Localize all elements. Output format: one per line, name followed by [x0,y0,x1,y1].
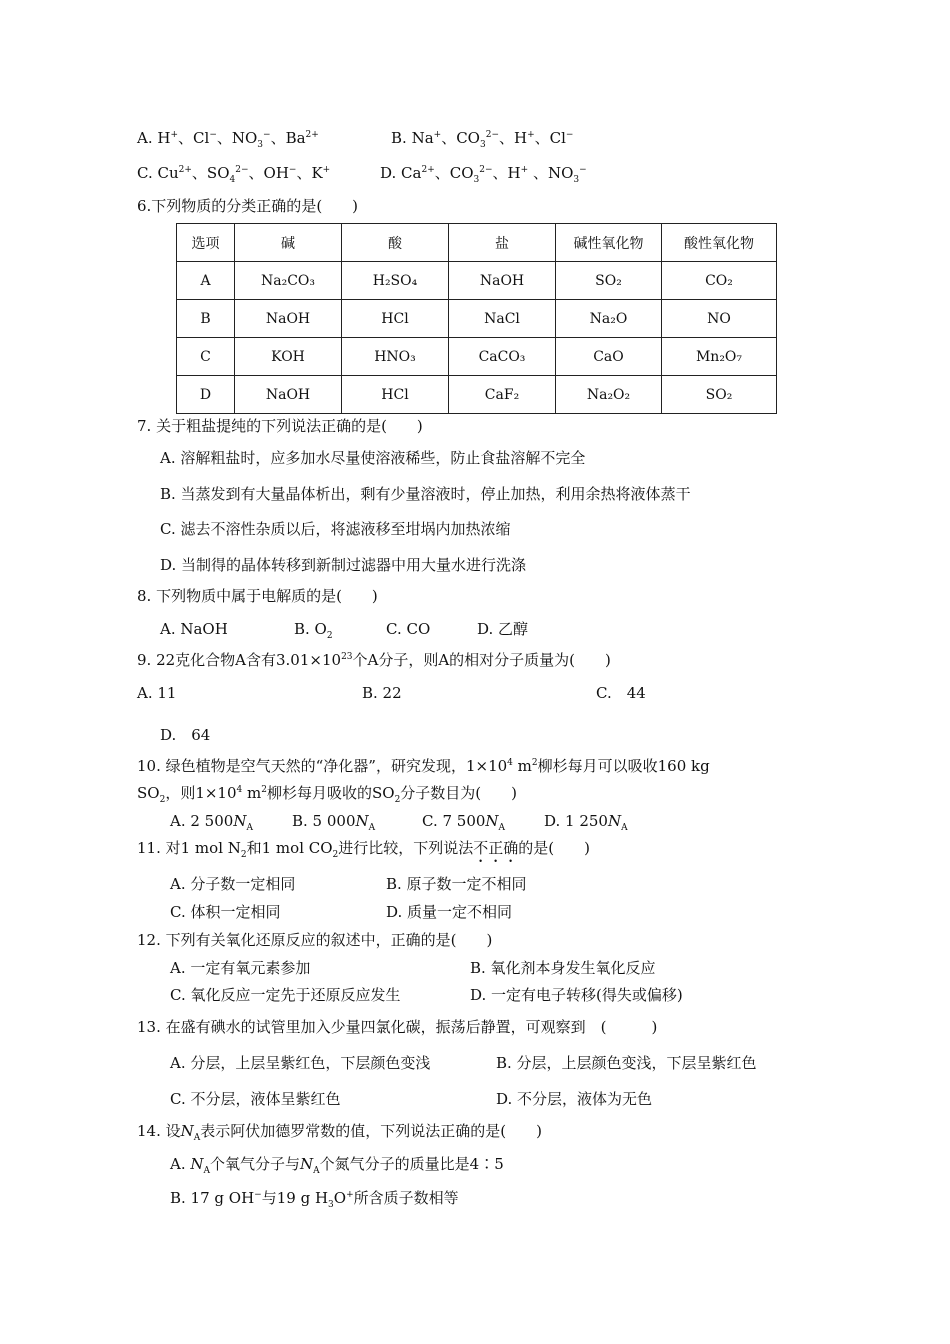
text-fragment: + [433,130,442,140]
table-cell: HCl [342,300,449,338]
q12-stem: 12. 下列有关氧化还原反应的叙述中，正确的是( ) [137,931,493,949]
text-fragment: SO [137,784,160,802]
table-cell: NaOH [235,300,342,338]
table-cell: CaO [556,338,662,376]
text-fragment: 23 [341,652,353,662]
classification-table [176,223,777,414]
table-header: 酸 [342,224,449,262]
text-fragment: B. [391,129,407,147]
text-fragment: D. [380,164,397,182]
text-fragment: 4 [229,175,236,185]
table-cell: NaOH [235,376,342,414]
table-cell: Na₂O₂ [556,376,662,414]
text-fragment: A. 2 500 [170,812,234,830]
text-fragment: 、Cl [534,129,566,147]
table-cell: CaF₂ [449,376,556,414]
q7-option-a: A. 溶解粗盐时，应多加水尽量使溶液稀些，防止食盐溶解不完全 [160,449,586,467]
table-row [177,338,777,376]
text-fragment: 14. 设 [137,1122,181,1140]
text-fragment: 、NO [216,129,258,147]
q10-option-c [422,811,505,831]
q9-option-c: C. 44 [596,684,646,702]
text-fragment: 2− [485,130,499,140]
q12-option-c: C. 氧化反应一定先于还原反应发生 [170,986,401,1004]
text-fragment: A [498,823,506,833]
text-fragment: 2+ [305,130,319,140]
text-fragment: 11. 对1 mol N [137,839,241,857]
text-fragment: 表示阿伏加德罗常数的值，下列说法正确的是( ) [200,1122,542,1140]
q9-option-d: D. 64 [160,726,211,744]
text-fragment: 、CO [441,129,480,147]
q14-option-a [170,1154,504,1174]
text-fragment: ，则1×10 [165,784,237,802]
text-fragment: A. [170,1155,186,1173]
table-cell: SO₂ [662,376,777,414]
table-cell: Na₂O [556,300,662,338]
text-fragment: C. [137,164,153,182]
text-fragment: N [607,812,622,830]
text-fragment: N [300,1155,314,1173]
table-header: 选项 [177,224,235,262]
q13-stem: 13. 在盛有碘水的试管里加入少量四氯化碳，振荡后静置，可观察到 ( ) [137,1018,658,1036]
text-fragment: 2 [261,785,267,795]
q8-option-b [294,619,333,639]
text-fragment: 、Ba [270,129,306,147]
table-cell: NaOH [449,262,556,300]
text-fragment: 2+ [421,165,435,175]
table-cell: CaCO₃ [449,338,556,376]
text-fragment: 2+ [178,165,192,175]
text-fragment: 2 [332,850,339,860]
q7-stem: 7. 关于粗盐提纯的下列说法正确的是( ) [137,417,423,435]
q10-stem-line2 [137,783,517,803]
text-fragment: 与19 g H [261,1189,329,1207]
text-fragment: O [333,1189,347,1207]
text-fragment: + [322,165,331,175]
text-fragment: B. 17 g OH [170,1189,255,1207]
table-cell: HCl [342,376,449,414]
text-fragment: N [485,812,499,830]
text-fragment: N [190,1155,204,1173]
text-fragment: 、SO [191,164,230,182]
table-cell: HNO₃ [342,338,449,376]
text-fragment: 2 [394,795,401,805]
text-fragment: Cu [157,164,179,182]
text-fragment: 2 [159,795,166,805]
q13-option-b: B. 分层，上层颜色变浅，下层呈紫红色 [496,1054,757,1072]
text-fragment: 进行比较，下列说法 [338,839,474,857]
table-header: 碱 [235,224,342,262]
q11-option-a: A. 分子数一定相同 [170,875,296,893]
table-cell: SO₂ [556,262,662,300]
q11-stem [137,838,590,866]
text-fragment: A [203,1166,211,1176]
table-row [177,300,777,338]
table-row [177,376,777,414]
q12-option-a: A. 一定有氧元素参加 [170,959,311,977]
q12-option-d: D. 一定有电子转移(得失或偏移) [470,986,683,1004]
table-cell: D [177,376,235,414]
q7-option-d: D. 当制得的晶体转移到新制过滤器中用大量水进行洗涤 [160,556,527,574]
text-fragment: + [170,130,179,140]
table-cell: A [177,262,235,300]
text-fragment: − [263,130,271,140]
q5-option-c [137,163,330,183]
text-fragment: + [527,130,535,140]
text-fragment: 个氧气分子与 [210,1155,301,1173]
text-fragment: 3 [473,175,480,185]
text-fragment: m [512,757,532,775]
text-fragment: − [565,130,574,140]
text-fragment: 9. 22克化合物A含有3.01×10 [137,651,342,669]
q8-option-c: C. CO [386,620,431,638]
text-fragment: 、H [499,129,528,147]
q11-option-b: B. 原子数一定不相同 [386,875,527,893]
table-cell: KOH [235,338,342,376]
q5-option-b [391,128,573,148]
text-fragment: 和1 mol CO [246,839,333,857]
text-fragment: 、OH [248,164,289,182]
text-fragment: B. O [294,620,327,638]
text-fragment: 2 [326,631,333,641]
q13-option-d: D. 不分层，液体为无色 [496,1090,653,1108]
text-fragment: 2− [479,165,493,175]
q14-stem [137,1121,542,1141]
q10-option-d [544,811,628,831]
text-fragment: 、Cl [178,129,210,147]
text-fragment: 、CO [434,164,474,182]
text-fragment: Na [411,129,434,147]
text-fragment: Ca [401,164,422,182]
text-fragment: − [254,1190,262,1200]
table-header-row [177,224,777,262]
q10-option-b [292,811,375,831]
q12-option-b: B. 氧化剂本身发生氧化反应 [470,959,656,977]
table-header: 酸性氧化物 [662,224,777,262]
q9-stem [137,650,611,670]
text-fragment: N [355,812,369,830]
q6-stem: 6.下列物质的分类正确的是( ) [137,197,359,215]
table-cell: CO₂ [662,262,777,300]
table-cell: C [177,338,235,376]
q5-option-d [380,163,587,183]
text-fragment: 4 [236,785,243,795]
text-fragment: 、NO [528,164,574,182]
text-fragment: + [346,1190,354,1200]
text-fragment: A [193,1133,201,1143]
text-fragment: A [368,823,376,833]
table-cell: B [177,300,235,338]
text-fragment: 个氮气分子的质量比是4∶5 [319,1155,504,1173]
text-fragment: 所含质子数相等 [353,1189,459,1207]
table-cell: Mn₂O₇ [662,338,777,376]
text-fragment: − [209,130,217,140]
text-fragment: − [579,165,587,175]
q8-option-a: A. NaOH [160,620,228,638]
table-row [177,262,777,300]
text-fragment: N [180,1122,194,1140]
text-fragment: C. 7 500 [422,812,486,830]
text-fragment: 分子数目为( ) [400,784,518,802]
q11-option-c: C. 体积一定相同 [170,903,281,921]
text-fragment: 3 [257,140,264,150]
q10-option-a [170,811,253,831]
q7-option-c: C. 滤去不溶性杂质以后，将滤液移至坩埚内加热浓缩 [160,520,511,538]
text-fragment: A [621,823,628,833]
text-fragment: N [233,812,247,830]
text-fragment: 3 [573,175,580,185]
q14-option-b [170,1188,459,1208]
q7-option-b: B. 当蒸发到有大量晶体析出，剩有少量溶液时，停止加热，利用余热将液体蒸干 [160,485,691,503]
q13-option-c: C. 不分层，液体呈紫红色 [170,1090,341,1108]
text-fragment: 柳杉每月可以吸收160 kg [537,757,710,775]
table-cell: Na₂CO₃ [235,262,342,300]
text-fragment: D. 1 250 [544,812,608,830]
q9-option-b: B. 22 [362,684,402,702]
text-fragment: − [288,165,297,175]
text-fragment: 柳杉每月吸收的SO [266,784,395,802]
q11-option-d: D. 质量一定不相同 [386,903,513,921]
text-fragment: 个A分子，则A的相对分子质量为( ) [352,651,611,669]
table-cell: NaCl [449,300,556,338]
table-header: 碱性氧化物 [556,224,662,262]
text-fragment: H [157,129,171,147]
text-fragment: 4 [507,758,513,768]
text-fragment: 2 [531,758,538,768]
text-fragment: 、K [296,164,323,182]
text-fragment: B. 5 000 [292,812,356,830]
q9-option-a: A. 11 [137,684,177,702]
table-header: 盐 [449,224,556,262]
q8-option-d: D. 乙醇 [477,620,529,638]
emphasis-text: 不正确 [473,839,519,857]
q8-stem: 8. 下列物质中属于电解质的是( ) [137,587,378,605]
text-fragment: A [313,1166,320,1176]
text-fragment: 、H [492,164,521,182]
text-fragment: + [520,165,529,175]
text-fragment: A. [137,129,153,147]
q13-option-a: A. 分层，上层呈紫红色，下层颜色变浅 [170,1054,431,1072]
text-fragment: 10. 绿色植物是空气天然的“净化器”，研究发现，1×10 [137,757,508,775]
text-fragment: 3 [479,140,486,150]
text-fragment: 2 [240,850,247,860]
table-cell: H₂SO₄ [342,262,449,300]
text-fragment: 3 [328,1200,334,1210]
text-fragment: A [246,823,253,833]
table-cell: NO [662,300,777,338]
text-fragment: 的是( ) [518,839,591,857]
text-fragment: m [242,784,262,802]
q10-stem-line1 [137,756,710,776]
q5-option-a [137,128,319,148]
text-fragment: 2− [235,165,249,175]
